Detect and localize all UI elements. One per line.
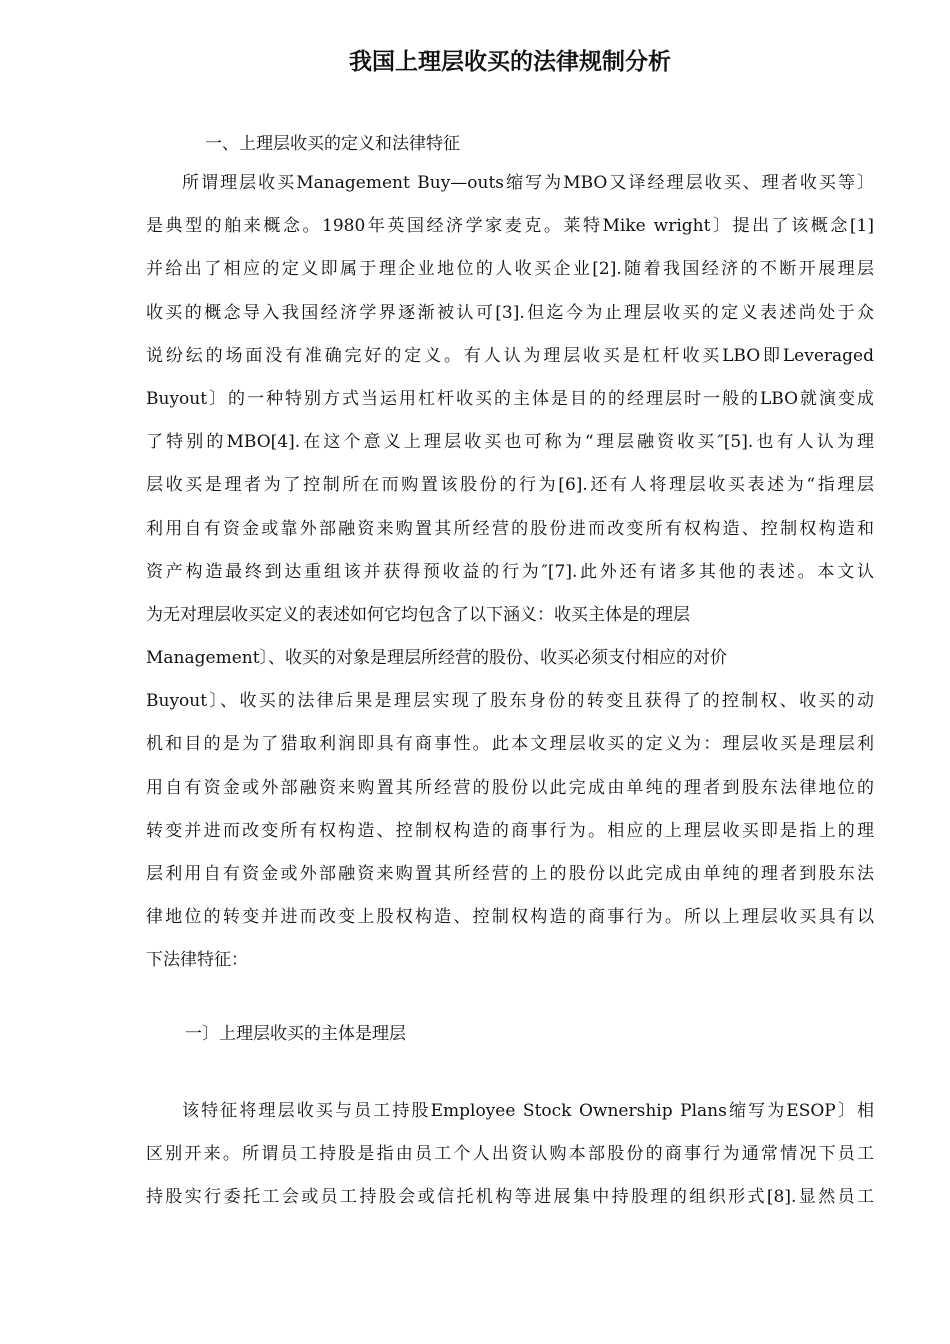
- paragraph-line: 层利用自有资金或外部融资来购置其所经营的上的股份以此完成由单纯的理者到股东法: [146, 864, 874, 884]
- body-paragraph: [146, 162, 874, 983]
- paragraph-line: 持股实行委托工会或员工持股会或信托机构等进展集中持股理的组织形式[8].显然员工: [146, 1187, 874, 1208]
- paragraph-line: 是典型的舶来概念。1980年英国经济学家麦克。莱特Mike wright〕提出了该概念[1]: [146, 216, 874, 237]
- paragraph-line: 了特别的MBO[4].在这个意义上理层收买也可称为“理层融资收买″[5].也有人认为理: [146, 432, 874, 453]
- document-title: 我国上理层收买的法律规制分析: [349, 49, 671, 75]
- paragraph-line: 律地位的转变并进而改变上股权构造、控制权构造的商事行为。所以上理层收买具有以: [146, 907, 874, 928]
- paragraph-line: 为无对理层收买定义的表述如何它均包含了以下涵义：收买主体是的理层: [146, 604, 690, 625]
- body-paragraph: [146, 1090, 874, 1220]
- paragraph-line: Management〕、收买的对象是理层所经营的股份、收买必须支付相应的对价: [146, 648, 728, 669]
- paragraph-line: Buyout〕、收买的法律后果是理层实现了股东身份的转变且获得了的控制权、收买的动: [146, 691, 874, 712]
- paragraph-line: 机和目的是为了猎取利润即具有商事性。此本文理层收买的定义为：理层收买是理层利: [146, 734, 874, 755]
- paragraph-line: 所谓理层收买Management Buy—outs缩写为MBO又译经理层收买、理者收买等〕: [182, 173, 874, 193]
- paragraph-line: 并给出了相应的定义即属于理企业地位的人收买企业[2].随着我国经济的不断开展理层: [146, 259, 874, 280]
- paragraph-line: 用自有资金或外部融资来购置其所经营的股份以此完成由单纯的理者到股东法律地位的: [146, 777, 874, 798]
- paragraph-line: 利用自有资金或靠外部融资来购置其所经营的股份进而改变所有权构造、控制权构造和: [146, 518, 874, 539]
- paragraph-line: 收买的概念导入我国经济学界逐渐被认可[3].但迄今为止理层收买的定义表述尚处于众: [146, 302, 874, 323]
- paragraph-line: 区别开来。所谓员工持股是指由员工个人出资认购本部股份的商事行为通常情况下员工: [146, 1144, 874, 1165]
- paragraph-line: 资产构造最终到达重组该并获得预收益的行为″[7].此外还有诸多其他的表述。本文认: [146, 561, 874, 582]
- paragraph-line: 说纷纭的场面没有准确完好的定义。有人认为理层收买是杠杆收买LBO即Leveraged: [146, 345, 874, 366]
- paragraph-line: 该特征将理层收买与员工持股Employee Stock Ownership Plans缩写为ESOP〕相: [182, 1101, 874, 1121]
- section-heading: 一、上理层收买的定义和法律特征: [205, 134, 460, 154]
- paragraph-line: Buyout〕的一种特别方式当运用杠杆收买的主体是目的的经理层时一般的LBO就演变成: [146, 388, 874, 409]
- paragraph-line: 转变并进而改变所有权构造、控制权构造的商事行为。相应的上理层收买即是指上的理: [146, 820, 874, 841]
- paragraph-line: 下法律特征：: [146, 950, 248, 971]
- subsection-heading: 一〕上理层收买的主体是理层: [185, 1024, 406, 1044]
- paragraph-line: 层收买是理者为了控制所在而购置该股份的行为[6].还有人将理层收买表述为“指理层: [146, 475, 874, 496]
